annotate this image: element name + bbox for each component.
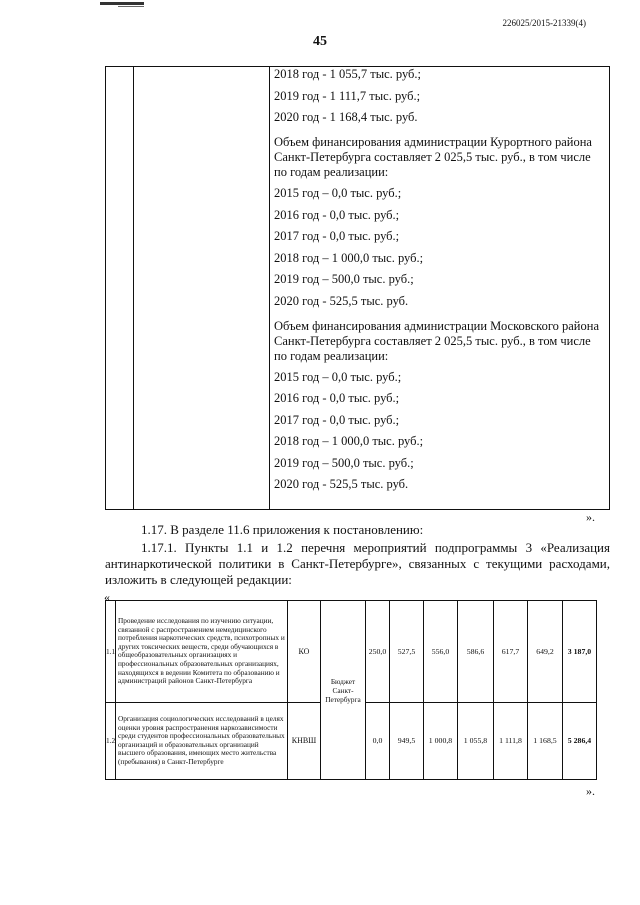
year-line: 2015 год – 0,0 тыс. руб.; — [274, 186, 402, 200]
year-line: 2015 год – 0,0 тыс. руб.; — [274, 369, 402, 384]
value-2015: 250,0 — [366, 601, 390, 703]
value-2020: 649,2 — [528, 601, 563, 703]
value-2016: 949,5 — [390, 702, 424, 779]
year-line: 2018 год - 1 055,7 тыс. руб.; — [274, 67, 422, 81]
year-line: 2019 год - 1 111,7 тыс. руб.; — [274, 88, 421, 103]
scan-artifact — [100, 2, 144, 5]
total-value: 5 286,4 — [563, 702, 597, 779]
year-line: 2019 год – 500,0 тыс. руб.; — [274, 272, 414, 286]
year-line: 2017 год - 0,0 тыс. руб.; — [274, 412, 400, 427]
value-2017: 1 000,8 — [424, 702, 458, 779]
year-line: 2018 год – 1 000,0 тыс. руб.; — [274, 434, 424, 448]
measure-name: Проведение исследования по изучению ситуации, связанной с распространением немедицинского потребления наркотических средств, психотропных и других токсических веществ, среди обучающихся в общеобразовательных организациях и профессиональных образовательных организациях, находящихся в ведении Комитета по образованию и администраций районов Санкт-Петербурга — [116, 601, 288, 703]
financing-text-cell — [274, 67, 604, 499]
year-line: 2018 год – 1 000,0 тыс. руб.; — [274, 250, 424, 265]
executor: КНВШ — [288, 702, 321, 779]
opening-quote: « — [104, 590, 110, 604]
moskovsky-financing-intro: Объем финансирования администрации Московского района Санкт-Петербурга составляет 2 025,5 тыс. руб., в том числе по годам реализации: — [274, 318, 599, 363]
executor: КО — [288, 601, 321, 703]
value-2019: 617,7 — [494, 601, 528, 703]
measure-name: Организация социологических исследований в целях оценки уровня распространения наркозависимости среди студентов профессиональных образовательных организаций и образовательных организаций высшего образования, имеющих место жительства (пребывания) в Санкт-Петербурге — [116, 702, 288, 779]
section-heading: 1.17. В разделе 11.6 приложения к постановлению: — [141, 522, 424, 537]
value-2020: 1 168,5 — [528, 702, 563, 779]
value-2018: 1 055,8 — [458, 702, 494, 779]
kurortny-financing-intro: Объем финансирования администрации Курортного района Санкт-Петербурга составляет 2 025,5 тыс. руб., в том числе по годам реализации: — [274, 135, 592, 179]
year-line: 2016 год - 0,0 тыс. руб.; — [274, 207, 400, 222]
value-2017: 556,0 — [424, 601, 458, 703]
value-2016: 527,5 — [390, 601, 424, 703]
document-number: 226025/2015-21339(4) — [502, 18, 586, 28]
year-line: 2020 год - 525,5 тыс. руб. — [274, 477, 409, 491]
year-line: 2020 год - 1 168,4 тыс. руб. — [274, 110, 418, 124]
row-number: 1.2 — [106, 702, 116, 779]
year-line: 2019 год – 500,0 тыс. руб.; — [274, 455, 414, 470]
value-2019: 1 111,8 — [494, 702, 528, 779]
total-value: 3 187,0 — [563, 601, 597, 703]
year-line: 2016 год - 0,0 тыс. руб.; — [274, 391, 400, 405]
table-column-divider — [133, 67, 134, 509]
closing-quote: ». — [586, 510, 595, 524]
amendment-paragraph: 1.17.1. Пункты 1.1 и 1.2 перечня мероприятий подпрограммы 3 «Реализация антинаркотической политики в Санкт-Петербурге», связанных с текущими расходами, изложить в следующей редакции: — [105, 540, 610, 587]
value-2018: 586,6 — [458, 601, 494, 703]
measures-table — [105, 600, 597, 780]
financing-table-continuation — [105, 66, 610, 510]
year-line: 2017 год - 0,0 тыс. руб.; — [274, 229, 400, 243]
row-number: 1.1 — [106, 601, 116, 703]
scan-artifact — [118, 6, 144, 7]
value-2015: 0,0 — [366, 702, 390, 779]
table-row — [106, 601, 597, 703]
page-number: 45 — [313, 34, 327, 49]
closing-quote: ». — [586, 784, 595, 798]
funding-source — [321, 601, 366, 780]
funding-source-label: Бюджет Санкт-Петербурга — [325, 676, 361, 704]
table-column-divider — [269, 67, 270, 509]
year-line: 2020 год - 525,5 тыс. руб. — [274, 293, 409, 308]
